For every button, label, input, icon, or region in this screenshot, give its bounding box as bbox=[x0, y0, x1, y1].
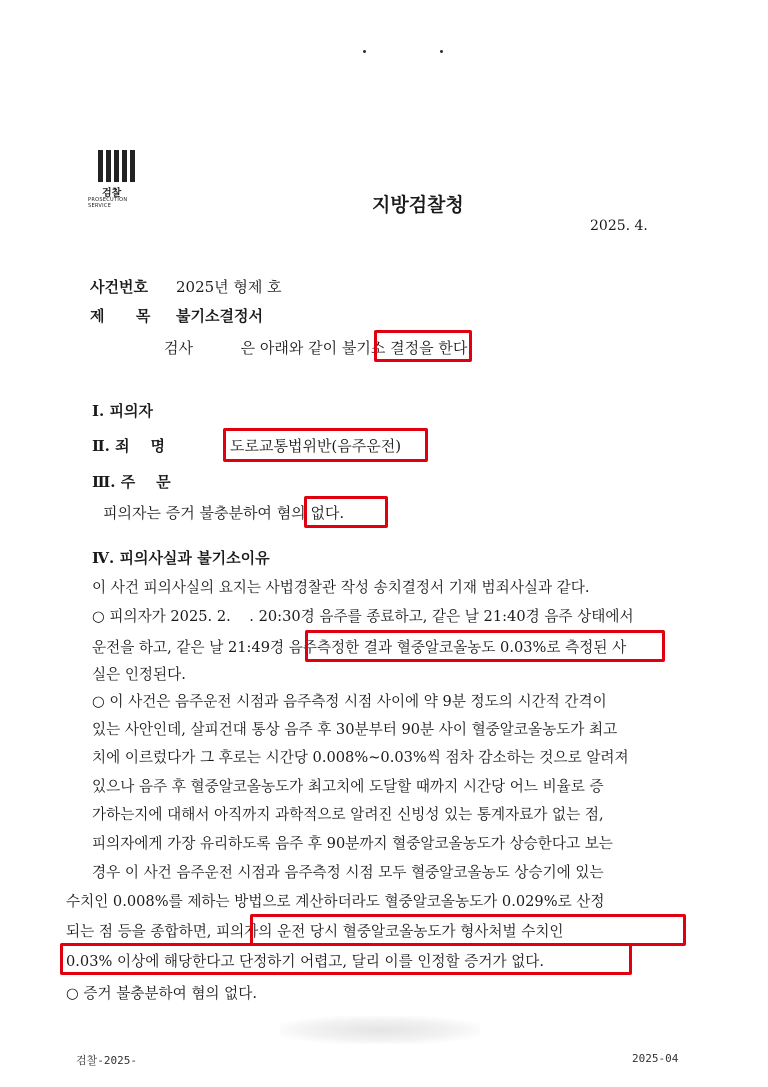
body-line: ○ 이 사건은 음주운전 시점과 음주측정 시점 사이에 약 9분 정도의 시간적 간격이 bbox=[92, 693, 607, 710]
body-line: 이 사건 피의사실의 요지는 사법경찰관 작성 송치결정서 기재 범죄사실과 같다. bbox=[92, 579, 590, 596]
logo-text: 검찰 bbox=[102, 188, 122, 199]
body-line: ○ 피의자가 2025. 2. . 20:30경 음주를 종료하고, 같은 날 21:40경 음주 상태에서 bbox=[92, 608, 634, 625]
highlight-box-no-suspicion bbox=[304, 496, 388, 528]
body-line: 치에 이르렀다가 그 후로는 시간당 0.008%~0.03%씩 점차 감소하는 것으로 알려져 bbox=[92, 749, 629, 766]
logo-bars-icon bbox=[98, 150, 138, 182]
section-reasons-label: Ⅳ. 피의사실과 불기소이유 bbox=[92, 549, 270, 567]
body-line: 가하는지에 대해서 아직까지 과학적으로 알려진 신빙성 있는 통계자료가 없는 점, bbox=[92, 806, 604, 823]
section-order-label: Ⅲ. 주 문 bbox=[92, 473, 171, 491]
section-suspect: Ⅰ. 피의자 bbox=[92, 402, 153, 420]
body-line: 0.03% 이상에 해당한다고 단정하기 어렵고, 달리 이를 인정할 증거가 없다. bbox=[66, 953, 545, 970]
highlight-box-decision bbox=[374, 330, 472, 362]
footer-right: 2025-04 bbox=[632, 1052, 679, 1065]
highlight-box-charge bbox=[223, 428, 428, 462]
highlight-box-conclusion-2 bbox=[60, 943, 632, 975]
body-line: 경우 이 사건 음주운전 시점과 음주측정 시점 모두 혈중알코올농도 상승기에 있는 bbox=[92, 864, 604, 881]
subject-label: 제 목 bbox=[90, 307, 151, 325]
highlight-box-measurement bbox=[305, 630, 665, 662]
order-value: 피의자는 증거 불충분하여 혐의 없다. bbox=[103, 504, 345, 522]
body-line: 있으나 음주 후 혈중알코올농도가 최고치에 도달할 때까지 시간당 어느 비율로 증 bbox=[92, 778, 604, 795]
section-charge-label: Ⅱ. 죄 명 bbox=[92, 437, 165, 455]
subject-value: 불기소결정서 bbox=[176, 307, 263, 325]
scan-speck bbox=[440, 50, 443, 53]
office-title: 지방검찰청 bbox=[372, 194, 464, 216]
footer-left: 검찰-2025- bbox=[76, 1054, 137, 1067]
body-line: 피의자에게 가장 유리하도록 음주 후 90분까지 혈중알코올농도가 상승한다고 보는 bbox=[92, 835, 613, 852]
body-line: 실은 인정된다. bbox=[92, 666, 186, 683]
body-line: 수치인 0.008%를 제하는 방법으로 계산하더라도 혈중알코올농도가 0.029%로 산정 bbox=[66, 893, 605, 910]
scan-speck bbox=[363, 50, 366, 53]
case-number-value: 2025년 형제 호 bbox=[176, 278, 282, 296]
highlight-box-conclusion-1 bbox=[250, 914, 686, 946]
body-line: ○ 증거 불충분하여 혐의 없다. bbox=[66, 985, 258, 1002]
logo-subtext: PROSECUTION SERVICE bbox=[88, 197, 128, 209]
body-line: 운전을 하고, 같은 날 21:49경 음주측정한 결과 혈중알코올농도 0.03%로 측정된 사 bbox=[92, 639, 627, 656]
decision-intro: 검사 은 아래와 같이 불기소 결정을 한다. bbox=[164, 339, 473, 357]
seal-smudge bbox=[280, 1016, 480, 1044]
case-number-label: 사건번호 bbox=[90, 278, 148, 296]
body-line: 있는 사안인데, 살피건대 통상 음주 후 30분부터 90분 사이 혈중알코올농도가 최고 bbox=[92, 721, 618, 738]
prosecution-logo bbox=[88, 150, 152, 210]
document-date: 2025. 4. bbox=[590, 218, 648, 234]
body-line: 되는 점 등을 종합하면, 피의자의 운전 당시 혈중알코올농도가 형사처벌 수치인 bbox=[66, 923, 564, 940]
charge-value: 도로교통법위반(음주운전) bbox=[230, 437, 402, 455]
